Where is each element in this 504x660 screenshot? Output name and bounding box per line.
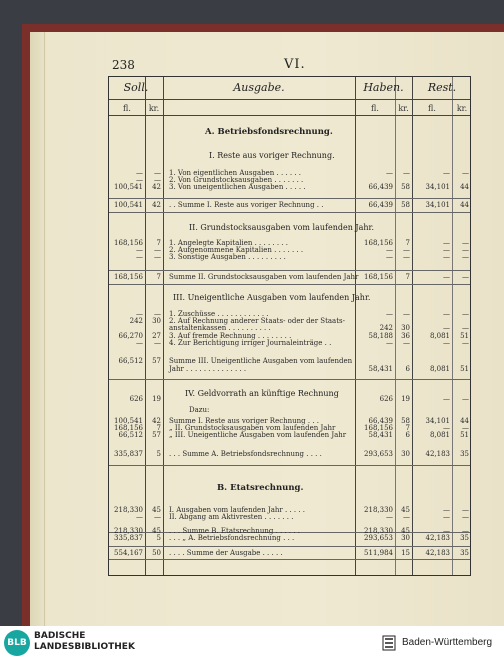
cell-haben-kr: — xyxy=(403,253,410,261)
cell-soll-kr: 45 xyxy=(152,506,161,514)
cell-haben-fl: 242 xyxy=(379,324,393,332)
cell-haben-fl: 168,156 xyxy=(364,273,393,281)
subheader-kr: kr. xyxy=(398,104,409,113)
row-description: „ II. Grundstocksausgaben vom laufenden Jahr xyxy=(169,424,336,432)
cell-haben-fl: 66,439 xyxy=(368,417,393,425)
cell-rest-fl: — xyxy=(443,395,450,403)
cell-soll-kr: 19 xyxy=(152,395,161,403)
cell-rest-kr: — xyxy=(462,339,469,347)
cell-rest-fl: — xyxy=(443,424,450,432)
cell-haben-fl: 58,431 xyxy=(368,431,393,439)
cell-rest-kr: — xyxy=(462,424,469,432)
cell-soll-fl: 100,541 xyxy=(114,183,143,191)
row-description: 3. Von uneigentlichen Ausgaben . . . . . xyxy=(169,183,306,191)
header-ausgabe: Ausgabe. xyxy=(233,81,285,94)
bw-lion-icon xyxy=(380,633,398,653)
cell-haben-kr: 45 xyxy=(401,506,410,514)
cell-rest-fl: 34,101 xyxy=(425,417,450,425)
subheader-fl: fl. xyxy=(123,104,131,113)
cell-soll-fl: 100,541 xyxy=(114,201,143,209)
cell-rest-kr: 35 xyxy=(460,534,469,542)
cell-rest-kr: — xyxy=(462,527,469,535)
cell-rest-fl: 34,101 xyxy=(425,183,450,191)
cell-rest-kr: — xyxy=(462,273,469,281)
cell-rest-kr: 35 xyxy=(460,450,469,458)
cell-soll-kr: 7 xyxy=(156,424,161,432)
cell-haben-fl: 218,330 xyxy=(364,506,393,514)
cell-rest-kr: 51 xyxy=(460,332,469,340)
cell-rest-kr: — xyxy=(462,239,469,247)
cell-rest-kr: — xyxy=(462,395,469,403)
cell-soll-fl: 218,330 xyxy=(114,506,143,514)
block-rule xyxy=(109,465,470,466)
block-rule xyxy=(109,559,470,560)
cell-rest-fl: — xyxy=(443,246,450,254)
col-divider xyxy=(163,77,164,575)
blb-logo: BLB xyxy=(4,630,30,656)
cell-soll-fl: 168,156 xyxy=(114,424,143,432)
row-description: 1. Von eigentlichen Ausgaben . . . . . . xyxy=(169,169,302,177)
cell-rest-fl: — xyxy=(443,324,450,332)
cell-haben-fl: 58,431 xyxy=(368,365,393,373)
cell-soll-fl: 168,156 xyxy=(114,273,143,281)
cell-rest-fl: — xyxy=(443,273,450,281)
cell-rest-kr: — xyxy=(462,506,469,514)
bw-name: Baden-Württemberg xyxy=(402,637,493,648)
cell-soll-fl: — xyxy=(136,513,143,521)
cell-haben-fl: — xyxy=(386,513,393,521)
cell-haben-kr: 58 xyxy=(401,201,410,209)
cell-soll-kr: 7 xyxy=(156,239,161,247)
cell-rest-fl: — xyxy=(443,527,450,535)
block-rule xyxy=(109,379,470,380)
cell-haben-fl: — xyxy=(386,253,393,261)
cell-rest-fl: 8,081 xyxy=(429,431,450,439)
row-description: 3. Auf fremde Rechnung . . . . . . . . xyxy=(169,332,292,340)
cell-haben-kr: — xyxy=(403,310,410,318)
cell-haben-fl: — xyxy=(386,169,393,177)
cell-rest-fl: — xyxy=(443,513,450,521)
subheader-kr: kr. xyxy=(456,104,468,113)
cell-soll-fl: 168,156 xyxy=(114,239,143,247)
cell-soll-kr: — xyxy=(154,310,161,318)
cell-soll-kr: 5 xyxy=(156,534,161,542)
cell-rest-fl: — xyxy=(443,310,450,318)
cell-soll-fl: — xyxy=(136,253,143,261)
header-soll: Soll. xyxy=(123,81,149,94)
blb-name xyxy=(34,631,135,653)
cell-soll-kr: — xyxy=(154,169,161,177)
cell-rest-fl: 8,081 xyxy=(429,332,450,340)
page-section-numeral: VI. xyxy=(284,57,306,72)
cell-soll-kr: — xyxy=(154,246,161,254)
row-description: „ III. Uneigentliche Ausgaben vom laufenden Jahr xyxy=(169,431,347,439)
cell-haben-kr: — xyxy=(403,339,410,347)
cell-soll-kr: 50 xyxy=(152,549,161,557)
cell-rest-fl: — xyxy=(443,253,450,261)
cell-haben-fl: — xyxy=(386,339,393,347)
cell-haben-kr: 45 xyxy=(401,527,410,535)
cell-rest-fl: 42,183 xyxy=(425,534,450,542)
cell-haben-kr: — xyxy=(403,169,410,177)
cell-haben-kr: — xyxy=(403,513,410,521)
cell-soll-fl: 218,330 xyxy=(114,527,143,535)
section-ii-title: II. Grundstocksausgaben vom laufenden Jahr. xyxy=(189,223,375,232)
cell-rest-fl: 34,101 xyxy=(425,201,450,209)
row-description: 2. Auf Rechnung anderer Staats- oder der Staats- xyxy=(169,317,346,325)
blb-line2: LANDESBIBLIOTHEK xyxy=(34,642,135,652)
section-iii-title: III. Uneigentliche Ausgaben vom laufenden Jahr. xyxy=(173,293,371,302)
cell-soll-kr: 57 xyxy=(152,357,161,365)
block-rule xyxy=(109,546,470,547)
cell-soll-kr: 27 xyxy=(152,332,161,340)
row-description: II. Abgang am Aktivresten . . . . . . . xyxy=(169,513,294,521)
cell-haben-kr: — xyxy=(403,246,410,254)
row-description: Summe II. Grundstocksausgaben vom laufenden Jahr xyxy=(169,273,359,281)
ledger-table xyxy=(108,76,471,576)
cell-haben-kr: 7 xyxy=(405,424,410,432)
row-description: Jahr . . . . . . . . . . . . . . xyxy=(169,365,247,373)
cell-soll-kr: — xyxy=(154,176,161,184)
header-rule xyxy=(109,99,470,100)
cell-soll-kr: 5 xyxy=(156,450,161,458)
row-description: I. Ausgaben vom laufenden Jahr . . . . . xyxy=(169,506,306,514)
cell-soll-kr: 42 xyxy=(152,201,161,209)
block-rule xyxy=(109,284,470,285)
cell-haben-fl: 66,439 xyxy=(368,201,393,209)
cell-soll-fl: — xyxy=(136,169,143,177)
cell-soll-kr: 42 xyxy=(152,417,161,425)
cell-haben-kr: 19 xyxy=(401,395,410,403)
cell-haben-kr: 7 xyxy=(405,239,410,247)
section-i-title: I. Reste aus voriger Rechnung. xyxy=(209,151,335,160)
cell-rest-kr: 44 xyxy=(460,201,469,209)
cell-rest-fl: 42,183 xyxy=(425,549,450,557)
cell-haben-fl: 511,984 xyxy=(364,549,393,557)
page-number: 238 xyxy=(112,58,135,72)
cell-haben-kr: 7 xyxy=(405,273,410,281)
cell-soll-kr: 7 xyxy=(156,273,161,281)
cell-haben-kr: 6 xyxy=(405,365,410,373)
cell-haben-kr: 30 xyxy=(401,534,410,542)
cell-haben-kr: 58 xyxy=(401,417,410,425)
section-iv-title: IV. Geldvorrath an künftige Rechnung xyxy=(185,389,339,398)
cell-haben-fl: 626 xyxy=(379,395,393,403)
header-rule xyxy=(109,115,470,116)
cell-haben-kr: 58 xyxy=(401,183,410,191)
cell-rest-fl: 8,081 xyxy=(429,365,450,373)
cell-soll-fl: 335,837 xyxy=(114,450,143,458)
cell-soll-fl: — xyxy=(136,246,143,254)
row-description: 2. Aufgenommene Kapitalien . . . . . . . xyxy=(169,246,304,254)
row-description: anstaltenkassen . . . . . . . . . . xyxy=(169,324,271,332)
blb-line1: BADISCHE xyxy=(34,631,86,641)
block-rule xyxy=(109,212,470,213)
cell-rest-kr: — xyxy=(462,310,469,318)
cell-soll-fl: 335,837 xyxy=(114,534,143,542)
block-rule xyxy=(109,270,470,271)
cell-rest-fl: — xyxy=(443,339,450,347)
cell-soll-fl: 100,541 xyxy=(114,417,143,425)
row-description: 4. Zur Berichtigung irriger Journaleinträge . . xyxy=(169,339,332,347)
cell-haben-kr: 30 xyxy=(401,324,410,332)
cell-soll-fl: — xyxy=(136,310,143,318)
row-description: 1. Angelegte Kapitalien . . . . . . . . xyxy=(169,239,288,247)
cell-soll-fl: 554,167 xyxy=(114,549,143,557)
row-description: 1. Zuschüsse . . . . . . . . . . . . xyxy=(169,310,269,318)
cell-haben-fl: 58,188 xyxy=(368,332,393,340)
cell-rest-kr: — xyxy=(462,253,469,261)
cell-haben-fl: 218,330 xyxy=(364,527,393,535)
cell-haben-fl: — xyxy=(386,310,393,318)
cell-rest-kr: — xyxy=(462,513,469,521)
cell-rest-kr: 35 xyxy=(460,549,469,557)
cell-soll-kr: 57 xyxy=(152,431,161,439)
cell-rest-kr: 44 xyxy=(460,417,469,425)
dazu-label: Dazu: xyxy=(189,406,210,414)
cell-soll-fl: 66,512 xyxy=(118,357,143,365)
cell-rest-kr: 44 xyxy=(460,183,469,191)
row-description: 2. Von Grundstocksausgaben . . . . . . . xyxy=(169,176,304,184)
col-divider xyxy=(145,77,146,575)
cell-soll-fl: 626 xyxy=(129,395,143,403)
page-gutter xyxy=(44,32,45,626)
cell-soll-kr: — xyxy=(154,339,161,347)
cell-haben-fl: — xyxy=(386,246,393,254)
cell-rest-kr: 51 xyxy=(460,365,469,373)
row-description: . . Summe I. Reste aus voriger Rechnung . . xyxy=(169,201,324,209)
cell-haben-kr: 6 xyxy=(405,431,410,439)
cell-soll-fl: — xyxy=(136,339,143,347)
row-description: . . . . Summe der Ausgabe . . . . . xyxy=(169,549,283,557)
cell-soll-kr: 42 xyxy=(152,183,161,191)
cell-soll-fl: 242 xyxy=(129,317,143,325)
row-description: . . . Summe B. Etatsrechnung . . . . . . xyxy=(169,527,301,535)
cell-haben-fl: 66,439 xyxy=(368,183,393,191)
subheader-kr: kr. xyxy=(148,104,160,113)
cell-haben-fl: 168,156 xyxy=(364,424,393,432)
cell-haben-fl: 293,653 xyxy=(364,450,393,458)
subheader-fl: fl. xyxy=(371,104,379,113)
cell-soll-fl: — xyxy=(136,176,143,184)
cell-rest-fl: — xyxy=(443,239,450,247)
cell-soll-fl: 66,270 xyxy=(118,332,143,340)
row-description: . . . Summe A. Betriebsfondsrechnung . . . . xyxy=(169,450,322,458)
cell-soll-kr: 30 xyxy=(152,317,161,325)
cell-haben-kr: 15 xyxy=(401,549,410,557)
section-b-title: B. Etatsrechnung. xyxy=(217,483,304,493)
cell-rest-kr: — xyxy=(462,324,469,332)
cell-rest-fl: — xyxy=(443,506,450,514)
block-rule xyxy=(109,198,470,199)
cell-soll-fl: 66,512 xyxy=(118,431,143,439)
cell-haben-fl: 168,156 xyxy=(364,239,393,247)
cell-haben-kr: 30 xyxy=(401,450,410,458)
cell-soll-kr: — xyxy=(154,513,161,521)
cell-haben-fl: 293,653 xyxy=(364,534,393,542)
row-description: 3. Sonstige Ausgaben . . . . . . . . . xyxy=(169,253,286,261)
row-description: Summe III. Uneigentliche Ausgaben vom laufenden xyxy=(169,357,353,365)
row-description: Summe I. Reste aus voriger Rechnung . . . xyxy=(169,417,319,425)
cell-haben-kr: 36 xyxy=(401,332,410,340)
cell-rest-kr: 51 xyxy=(460,431,469,439)
subheader-fl: fl. xyxy=(428,104,436,113)
header-rest: Rest. xyxy=(427,81,457,94)
cell-rest-fl: 42,183 xyxy=(425,450,450,458)
row-description: . . . „ A. Betriebsfondsrechnung . . . xyxy=(169,534,295,542)
section-a-title: A. Betriebsfondsrechnung. xyxy=(205,127,333,137)
cell-rest-fl: — xyxy=(443,169,450,177)
cell-soll-kr: 45 xyxy=(152,527,161,535)
cell-rest-kr: — xyxy=(462,169,469,177)
header-haben: Haben. xyxy=(363,81,404,94)
cell-soll-kr: — xyxy=(154,253,161,261)
cell-rest-kr: — xyxy=(462,246,469,254)
